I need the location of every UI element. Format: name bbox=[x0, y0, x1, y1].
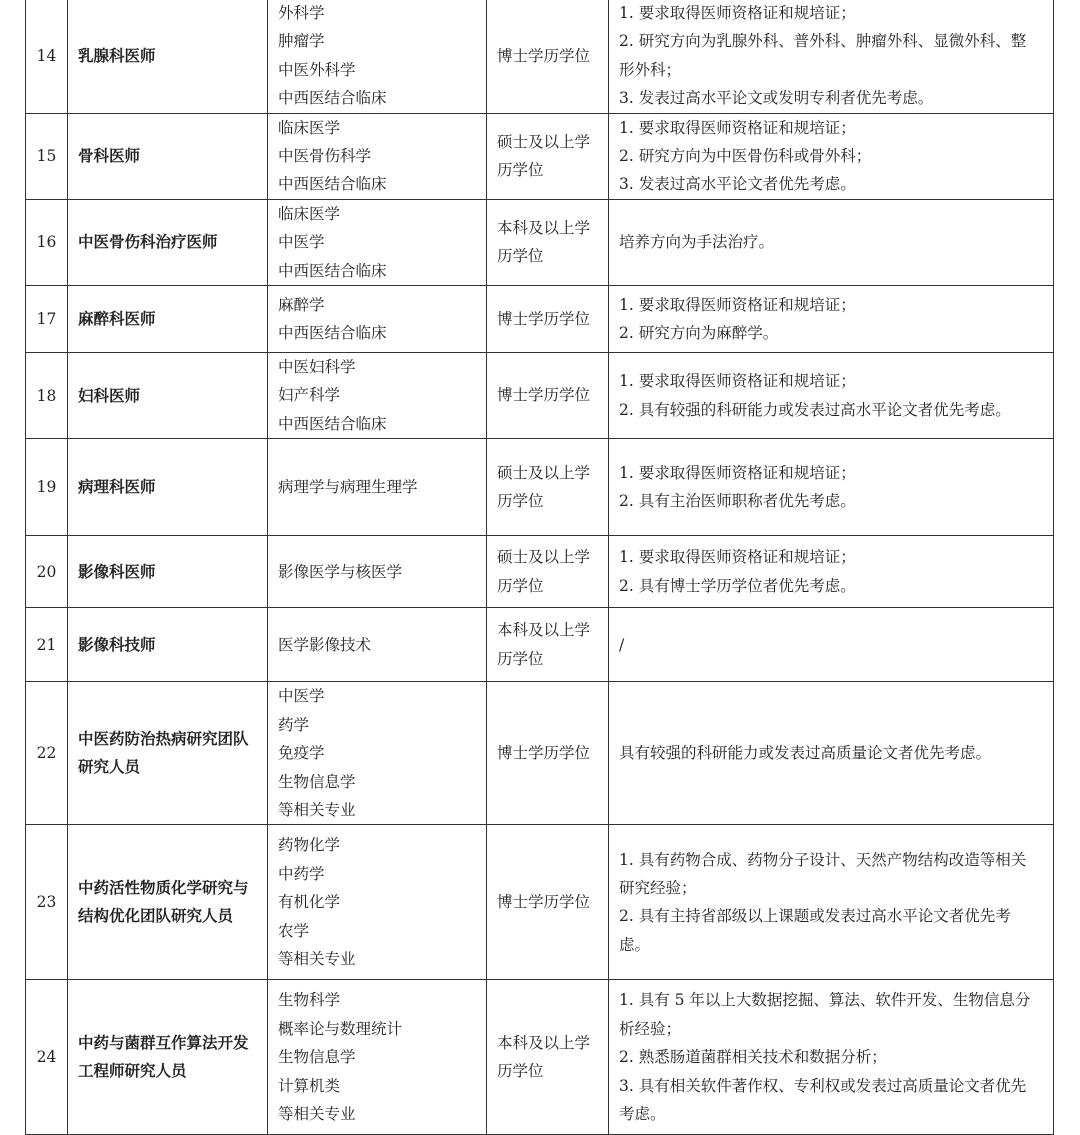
major-line: 中医学 bbox=[278, 687, 325, 706]
position-title-line: 中药活性物质化学研究与 bbox=[78, 878, 249, 898]
row-number: 14 bbox=[26, 0, 68, 113]
degree-line: 历学位 bbox=[497, 576, 544, 595]
position-title-cell bbox=[68, 608, 268, 682]
requirements-cell bbox=[609, 439, 1054, 536]
major-line: 妇产科学 bbox=[278, 386, 341, 405]
requirement-line: 2. 研究方向为麻醉学。 bbox=[619, 324, 779, 343]
requirement-line: 2. 研究方向为乳腺外科、普外科、肿瘤外科、显微外科、整 bbox=[619, 32, 1027, 51]
major-line: 等相关专业 bbox=[278, 949, 356, 968]
requirement-line: 1. 具有 5 年以上大数据挖掘、算法、软件开发、生物信息分 bbox=[619, 991, 1031, 1010]
position-title-line: 研究人员 bbox=[78, 757, 141, 777]
major-line: 生物科学 bbox=[278, 991, 341, 1010]
degree-line: 博士学历学位 bbox=[497, 309, 591, 328]
position-title-line: 骨科医师 bbox=[78, 146, 141, 166]
requirement-line: 3. 发表过高水平论文或发明专利者优先考虑。 bbox=[619, 89, 934, 108]
major-line: 外科学 bbox=[278, 4, 325, 22]
major-line: 中西医结合临床 bbox=[278, 261, 387, 280]
row-number: 17 bbox=[26, 286, 68, 353]
position-title-line: 乳腺科医师 bbox=[78, 45, 156, 65]
major-line: 麻醉学 bbox=[278, 295, 325, 314]
major-line: 中医妇科学 bbox=[278, 358, 356, 377]
table-row bbox=[26, 682, 1054, 825]
major-line: 临床医学 bbox=[278, 118, 341, 137]
table-row bbox=[26, 536, 1054, 608]
position-title-cell bbox=[68, 439, 268, 536]
degree-cell bbox=[487, 353, 609, 439]
position-title-cell bbox=[68, 113, 268, 199]
requirement-line: 2. 具有较强的科研能力或发表过高水平论文者优先考虑。 bbox=[619, 400, 1011, 419]
degree-cell bbox=[487, 682, 609, 825]
table-row bbox=[26, 286, 1054, 353]
degree-line: 历学位 bbox=[497, 1062, 544, 1081]
major-line: 肿瘤学 bbox=[278, 32, 325, 51]
major-line: 有机化学 bbox=[278, 893, 341, 912]
major-line: 计算机类 bbox=[278, 1076, 341, 1095]
requirement-line: 1. 要求取得医师资格证和规培证； bbox=[619, 548, 856, 567]
degree-cell bbox=[487, 286, 609, 353]
row-number: 18 bbox=[26, 353, 68, 439]
position-title-line: 中药与菌群互作算法开发 bbox=[78, 1033, 249, 1053]
degree-line: 历学位 bbox=[497, 161, 544, 180]
table-row bbox=[26, 353, 1054, 439]
requirement-line: 2. 具有主持省部级以上课题或发表过高水平论文者优先考 bbox=[619, 907, 1011, 926]
major-line: 医学影像技术 bbox=[278, 635, 372, 654]
requirement-line: / bbox=[619, 635, 625, 654]
position-title-line: 结构优化团队研究人员 bbox=[78, 906, 234, 926]
requirement-line: 虑。 bbox=[619, 935, 651, 954]
position-title-cell bbox=[68, 286, 268, 353]
majors-cell bbox=[268, 825, 487, 980]
position-title-cell bbox=[68, 980, 268, 1135]
major-line: 中西医结合临床 bbox=[278, 89, 387, 108]
position-title-cell bbox=[68, 0, 268, 113]
requirement-line: 1. 具有药物合成、药物分子设计、天然产物结构改造等相关 bbox=[619, 850, 1027, 869]
table-row bbox=[26, 608, 1054, 682]
major-line: 中医学 bbox=[278, 233, 325, 252]
requirement-line: 形外科； bbox=[619, 60, 682, 79]
position-title-cell bbox=[68, 199, 268, 285]
major-line: 药学 bbox=[278, 715, 310, 734]
degree-line: 本科及以上学 bbox=[497, 1033, 591, 1052]
requirements-cell bbox=[609, 980, 1054, 1135]
major-line: 等相关专业 bbox=[278, 1104, 356, 1123]
major-line: 中西医结合临床 bbox=[278, 324, 387, 343]
degree-cell bbox=[487, 439, 609, 536]
requirement-line: 1. 要求取得医师资格证和规培证； bbox=[619, 372, 856, 391]
position-title-cell bbox=[68, 682, 268, 825]
row-number: 24 bbox=[26, 980, 68, 1135]
major-line: 中西医结合临床 bbox=[278, 175, 387, 194]
requirement-line: 考虑。 bbox=[619, 1104, 666, 1123]
degree-line: 博士学历学位 bbox=[497, 744, 591, 763]
requirements-cell bbox=[609, 199, 1054, 285]
major-line: 概率论与数理统计 bbox=[278, 1019, 403, 1038]
degree-cell bbox=[487, 113, 609, 199]
position-title-line: 中医骨伤科治疗医师 bbox=[78, 232, 218, 252]
major-line: 药物化学 bbox=[278, 836, 341, 855]
position-title-line: 麻醉科医师 bbox=[78, 309, 156, 329]
requirement-line: 培养方向为手法治疗。 bbox=[619, 233, 775, 252]
major-line: 中药学 bbox=[278, 864, 325, 883]
major-line: 影像医学与核医学 bbox=[278, 562, 403, 581]
requirements-cell bbox=[609, 113, 1054, 199]
recruitment-table bbox=[25, 0, 1054, 1135]
requirement-line: 具有较强的科研能力或发表过高质量论文者优先考虑。 bbox=[619, 744, 992, 763]
requirement-line: 1. 要求取得医师资格证和规培证； bbox=[619, 4, 856, 22]
major-line: 农学 bbox=[278, 921, 310, 940]
majors-cell bbox=[268, 980, 487, 1135]
degree-line: 硕士及以上学 bbox=[497, 463, 591, 482]
row-number: 15 bbox=[26, 113, 68, 199]
table-row bbox=[26, 980, 1054, 1135]
majors-cell bbox=[268, 682, 487, 825]
requirements-cell bbox=[609, 0, 1054, 113]
degree-line: 历学位 bbox=[497, 492, 544, 511]
degree-cell bbox=[487, 536, 609, 608]
requirements-cell bbox=[609, 825, 1054, 980]
degree-cell bbox=[487, 608, 609, 682]
majors-cell bbox=[268, 199, 487, 285]
requirements-cell bbox=[609, 286, 1054, 353]
position-title-cell bbox=[68, 353, 268, 439]
requirement-line: 2. 具有主治医师职称者优先考虑。 bbox=[619, 492, 856, 511]
degree-cell bbox=[487, 825, 609, 980]
majors-cell bbox=[268, 286, 487, 353]
position-title-line: 工程师研究人员 bbox=[78, 1061, 187, 1081]
requirement-line: 2. 研究方向为中医骨伤科或骨外科； bbox=[619, 147, 872, 166]
majors-cell bbox=[268, 353, 487, 439]
table-row bbox=[26, 113, 1054, 199]
requirement-line: 1. 要求取得医师资格证和规培证； bbox=[619, 295, 856, 314]
degree-line: 硕士及以上学 bbox=[497, 132, 591, 151]
position-title-line: 影像科技师 bbox=[78, 634, 156, 654]
major-line: 生物信息学 bbox=[278, 1048, 356, 1067]
position-title-line: 中医药防治热病研究团队 bbox=[78, 729, 249, 749]
table-row bbox=[26, 0, 1054, 113]
degree-cell bbox=[487, 0, 609, 113]
requirements-cell bbox=[609, 682, 1054, 825]
major-line: 等相关专业 bbox=[278, 800, 356, 819]
row-number: 23 bbox=[26, 825, 68, 980]
position-title-cell bbox=[68, 536, 268, 608]
table-row bbox=[26, 439, 1054, 536]
degree-cell bbox=[487, 980, 609, 1135]
requirement-line: 3. 发表过高水平论文者优先考虑。 bbox=[619, 175, 856, 194]
majors-cell bbox=[268, 608, 487, 682]
position-title-line: 影像科医师 bbox=[78, 561, 156, 581]
requirement-line: 析经验； bbox=[619, 1019, 682, 1038]
position-title-line: 妇科医师 bbox=[78, 385, 141, 405]
major-line: 免疫学 bbox=[278, 744, 325, 763]
majors-cell bbox=[268, 0, 487, 113]
requirements-cell bbox=[609, 536, 1054, 608]
degree-line: 博士学历学位 bbox=[497, 46, 591, 65]
requirement-line: 2. 熟悉肠道菌群相关技术和数据分析； bbox=[619, 1048, 887, 1067]
requirement-line: 2. 具有博士学历学位者优先考虑。 bbox=[619, 576, 856, 595]
majors-cell bbox=[268, 113, 487, 199]
table-row bbox=[26, 199, 1054, 285]
row-number: 20 bbox=[26, 536, 68, 608]
degree-line: 本科及以上学 bbox=[497, 219, 591, 238]
requirement-line: 1. 要求取得医师资格证和规培证； bbox=[619, 118, 856, 137]
requirement-line: 1. 要求取得医师资格证和规培证； bbox=[619, 463, 856, 482]
major-line: 病理学与病理生理学 bbox=[278, 478, 418, 497]
requirements-cell bbox=[609, 608, 1054, 682]
major-line: 生物信息学 bbox=[278, 772, 356, 791]
majors-cell bbox=[268, 536, 487, 608]
major-line: 中医外科学 bbox=[278, 60, 356, 79]
row-number: 21 bbox=[26, 608, 68, 682]
degree-cell bbox=[487, 199, 609, 285]
degree-line: 本科及以上学 bbox=[497, 621, 591, 640]
requirements-cell bbox=[609, 353, 1054, 439]
majors-cell bbox=[268, 439, 487, 536]
position-title-line: 病理科医师 bbox=[78, 477, 156, 497]
row-number: 16 bbox=[26, 199, 68, 285]
degree-line: 博士学历学位 bbox=[497, 893, 591, 912]
degree-line: 历学位 bbox=[497, 247, 544, 266]
table-row bbox=[26, 825, 1054, 980]
row-number: 22 bbox=[26, 682, 68, 825]
requirement-line: 研究经验； bbox=[619, 878, 697, 897]
row-number: 19 bbox=[26, 439, 68, 536]
degree-line: 历学位 bbox=[497, 649, 544, 668]
major-line: 中医骨伤科学 bbox=[278, 147, 372, 166]
table-body bbox=[26, 0, 1054, 1135]
major-line: 中西医结合临床 bbox=[278, 414, 387, 433]
position-title-cell bbox=[68, 825, 268, 980]
requirement-line: 3. 具有相关软件著作权、专利权或发表过高质量论文者优先 bbox=[619, 1076, 1027, 1095]
degree-line: 博士学历学位 bbox=[497, 386, 591, 405]
degree-line: 硕士及以上学 bbox=[497, 548, 591, 567]
major-line: 临床医学 bbox=[278, 204, 341, 223]
